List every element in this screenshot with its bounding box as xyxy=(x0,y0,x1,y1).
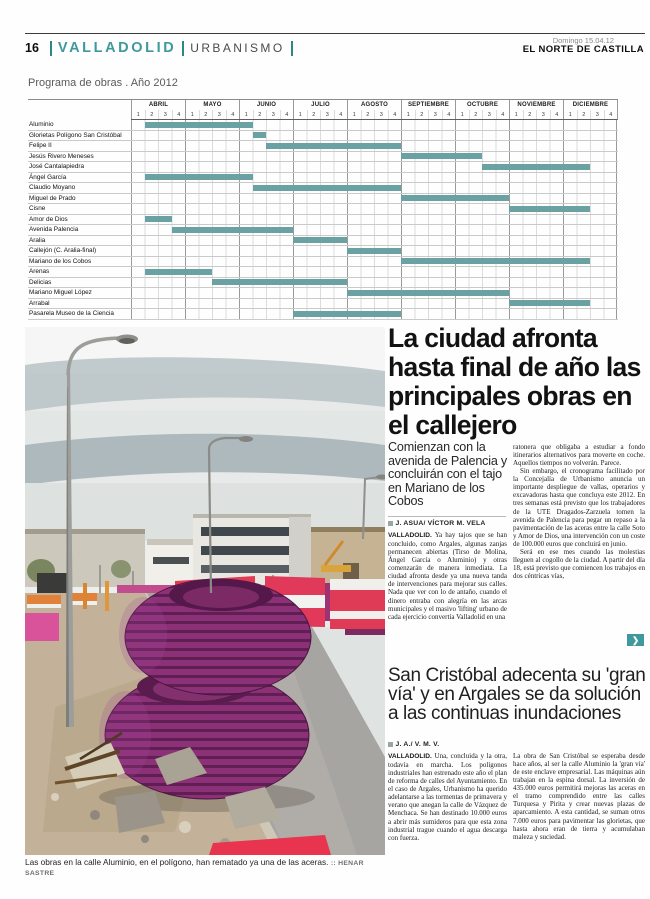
gantt-week-label: 1 xyxy=(401,110,415,119)
article1-byline-text: J. ASUA/ VÍCTOR M. VELA xyxy=(395,520,486,527)
gantt-row-timeline xyxy=(131,120,617,130)
article2-dateline: VALLADOLID. xyxy=(388,753,432,760)
gantt-week-label: 2 xyxy=(253,110,267,119)
article1-col2-p1: ratonera que obligaba a estudiar a fondo itinerarios alternativos para moverte en coche. Aquellos tiempos no volverán. Parece. xyxy=(513,443,645,468)
gantt-row-timeline xyxy=(131,299,617,309)
gantt-row xyxy=(28,299,618,310)
gantt-bar xyxy=(293,311,401,317)
gantt-week-label: 4 xyxy=(172,110,186,119)
gantt-month-label: SEPTIEMBRE xyxy=(401,100,455,110)
gantt-month-label: NOVIEMBRE xyxy=(509,100,563,110)
gantt-row xyxy=(28,309,618,320)
gantt-week-label: 2 xyxy=(307,110,321,119)
masthead xyxy=(25,39,299,57)
gantt-row-label: Claudio Moyano xyxy=(29,184,76,191)
gantt-week-label: 2 xyxy=(523,110,537,119)
gantt-bar xyxy=(145,216,172,222)
gantt-row-label: Aluminio xyxy=(29,121,54,128)
gantt-row-timeline xyxy=(131,257,617,267)
article1-subhead: Comienzan con la avenida de Palencia y concluirán con el tajo en Mariano de los Cobos xyxy=(388,440,508,509)
gantt-row-label: Jesús Rivero Meneses xyxy=(29,152,94,160)
gantt-row xyxy=(28,131,618,142)
photo-caption-text: Las obras en la calle Aluminio, en el polígono, han rematado ya una de las aceras. xyxy=(25,857,329,867)
gantt-row-label: José Cantalapiedra xyxy=(29,163,85,170)
gantt-row-label: Mariano de los Cobos xyxy=(29,257,92,265)
gantt-row-label: Miguel de Prado xyxy=(29,194,76,202)
gantt-row xyxy=(28,173,618,184)
article2-headline: San Cristóbal adecenta su 'gran vía' y en Argales se da solución a las continuas inundaciones xyxy=(388,665,646,724)
gantt-week-label: 3 xyxy=(158,110,172,119)
gantt-month-label: JUNIO xyxy=(239,100,293,110)
gantt-row xyxy=(28,141,618,152)
gantt-week-label: 4 xyxy=(550,110,564,119)
continuation-arrow-icon: ❯ xyxy=(627,634,644,646)
article2-column2 xyxy=(513,752,645,877)
works-gantt-chart xyxy=(28,99,618,320)
gantt-week-label: 3 xyxy=(320,110,334,119)
page-number: 16 xyxy=(25,41,39,55)
gantt-week-label: 4 xyxy=(334,110,348,119)
newspaper-name: EL NORTE DE CASTILLA xyxy=(522,44,644,55)
gantt-week-label: 3 xyxy=(266,110,280,119)
gantt-week-label: 3 xyxy=(374,110,388,119)
article1-headline: La ciudad afronta hasta final de año las principales obras en el callejero xyxy=(388,323,641,440)
gantt-week-label: 4 xyxy=(388,110,402,119)
gantt-row-label: Mariano Miguel López xyxy=(29,289,92,296)
gantt-row-label: Delicias xyxy=(29,278,52,286)
gantt-row xyxy=(28,194,618,205)
gantt-week-label: 3 xyxy=(482,110,496,119)
masthead-divider xyxy=(291,41,293,56)
gantt-bar xyxy=(347,290,509,296)
gantt-week-label: 2 xyxy=(361,110,375,119)
gantt-row-label: Pasarela Museo de la Ciencia xyxy=(29,310,114,317)
gantt-bar xyxy=(253,185,402,191)
masthead-divider xyxy=(50,41,52,56)
gantt-bar xyxy=(253,132,267,138)
gantt-row-timeline xyxy=(131,173,617,183)
gantt-week-label: 4 xyxy=(442,110,456,119)
gantt-row-timeline xyxy=(131,225,617,235)
section-title: VALLADOLID xyxy=(57,40,177,56)
gantt-row-label: Avenida Palencia xyxy=(29,226,79,233)
gantt-row xyxy=(28,183,618,194)
gantt-bar xyxy=(145,174,253,180)
byline-rule xyxy=(388,516,506,517)
masthead-right xyxy=(523,36,644,54)
article1-dateline: VALLADOLID. xyxy=(388,532,432,539)
gantt-row-timeline xyxy=(131,162,617,172)
gantt-bar xyxy=(482,164,590,170)
gantt-week-label: 3 xyxy=(536,110,550,119)
article2-col1-text: Una, concluida y la otra, todavía en marcha. Los polígonos industriales han estrenado este año el plan de reforma de calles del Ayuntamiento. En el caso de Argales, Urbanismo ha querido adelantarse a las tormentas de primavera y verano que anegan la calle de Vázquez de Menchaca. Se han destinado 10.000 euros a abrir más sumideros para que esta zona industrial trague cuando el agua descarga con fuerza. xyxy=(388,752,507,842)
gantt-row-timeline xyxy=(131,183,617,193)
gantt-week-label: 1 xyxy=(131,110,145,119)
gantt-bar xyxy=(293,237,347,243)
photo-illustration xyxy=(25,327,385,855)
gantt-row-label: Arrabal xyxy=(29,299,50,307)
chart-title: Programa de obras . Año 2012 xyxy=(28,77,178,89)
gantt-row xyxy=(28,120,618,131)
gantt-bar xyxy=(509,300,590,306)
photo-caption xyxy=(25,857,387,877)
gantt-month-label: OCTUBRE xyxy=(455,100,509,110)
byline-square-icon xyxy=(388,521,393,526)
gantt-week-label: 4 xyxy=(496,110,510,119)
gantt-week-label: 4 xyxy=(226,110,240,119)
gantt-bar xyxy=(266,143,401,149)
gantt-row-label: Aralia xyxy=(29,236,46,244)
gantt-week-label: 3 xyxy=(428,110,442,119)
gantt-bar xyxy=(145,269,213,275)
street-works-photo xyxy=(25,327,385,855)
edition-date: Domingo 15.04.12 xyxy=(552,36,614,45)
gantt-month-label: DICIEMBRE xyxy=(563,100,617,110)
gantt-row-timeline xyxy=(131,194,617,204)
photo-credit: :: HENAR SASTRE xyxy=(25,860,364,877)
gantt-month-label: MAYO xyxy=(185,100,239,110)
gantt-week-label: 1 xyxy=(509,110,523,119)
gantt-row-label: Felipe II xyxy=(29,142,52,149)
gantt-row-label: Cisne xyxy=(29,205,46,212)
gantt-week-label: 1 xyxy=(293,110,307,119)
gantt-bar xyxy=(347,248,401,254)
gantt-bar xyxy=(401,195,509,201)
masthead-divider xyxy=(182,41,184,56)
gantt-row-timeline xyxy=(131,215,617,225)
gantt-bar xyxy=(401,153,482,159)
gantt-rows xyxy=(28,120,618,320)
gantt-month-label: JULIO xyxy=(293,100,347,110)
gantt-row xyxy=(28,257,618,268)
gantt-row xyxy=(28,278,618,289)
gantt-row-label: Callejón (C. Aralia-final) xyxy=(29,247,97,254)
gantt-row-timeline xyxy=(131,131,617,141)
gantt-week-header xyxy=(131,110,618,120)
gantt-week-label: 4 xyxy=(604,110,618,119)
gantt-month-label: ABRIL xyxy=(131,100,185,110)
gantt-row xyxy=(28,246,618,257)
gantt-month-header xyxy=(131,100,618,110)
gantt-row xyxy=(28,204,618,215)
gantt-week-label: 2 xyxy=(415,110,429,119)
article2-byline-text: J. A./ V. M. V. xyxy=(395,741,440,748)
gantt-bar xyxy=(401,258,590,264)
article1-col1-text: Ya hay tajos que se han concluido, como Argales, algunas zanjas permanecen abiertas (Tirso de Molina, Ángel García o Aluminio) y otras comenzarán de manera inmediata. La ciudad afronta desde ya una nueva tanda de intervenciones para mejorar sus calles. Nada que ver con lo de antaño, cuando el dinero entraba con alegría en las arcas municipales y el masivo 'lifting' urbano de cada ejercicio convertía Valladolid en una xyxy=(388,531,507,621)
gantt-bar xyxy=(212,279,347,285)
article1-column1 xyxy=(388,531,507,648)
gantt-row xyxy=(28,162,618,173)
gantt-row-label: Arenas xyxy=(29,268,50,275)
gantt-row-timeline xyxy=(131,267,617,277)
gantt-row-label: Glorietas Polígono San Cristóbal xyxy=(29,131,122,139)
gantt-week-label: 2 xyxy=(577,110,591,119)
gantt-bar xyxy=(145,122,253,128)
gantt-week-label: 1 xyxy=(239,110,253,119)
gantt-row-timeline xyxy=(131,141,617,151)
masthead-rule xyxy=(25,33,645,34)
subsection-title: URBANISMO xyxy=(190,41,285,55)
gantt-row-timeline xyxy=(131,246,617,256)
gantt-month-label: AGOSTO xyxy=(347,100,401,110)
gantt-week-label: 3 xyxy=(590,110,604,119)
article2-col2-text: La obra de San Cristóbal se esperaba desde hace años, al ser la calle Aluminio la 'gran vía' de este enclave empresarial. Las máquinas aún trabajan en la espina dorsal. La inversión de 435.000 euros permitirá mejoras las aceras en el tramo comprendido entre las calles Turquesa y Pirita y crear nuevas plazas de aparcamiento. A esta cantidad, se suman otros 7.000 euros para pavimentar las glorietas, que hasta ahora eran de tierra y acumulaban maleza y suciedad. xyxy=(513,752,645,841)
gantt-week-label: 1 xyxy=(563,110,577,119)
gantt-row-label: Amor de Dios xyxy=(29,215,68,223)
gantt-row xyxy=(28,236,618,247)
gantt-week-label: 2 xyxy=(199,110,213,119)
article1-col2-p2: Sin embargo, el cronograma facilitado por la Concejalía de Urbanismo anuncia un importante despliegue de vallas, operarios y excavadoras hasta que concluya este 2012. En tres semanas está previsto que los trabajadores de la UTE Dragados-Zarzuela tomen la avenida de Palencia para pegar un repaso a la pavimentación de las aceras entre la calle Soto y Amor de Dios, una intervención con un coste de 100.000 euros que concluirá en junio. xyxy=(513,467,645,548)
gantt-week-label: 4 xyxy=(280,110,294,119)
gantt-bar xyxy=(172,227,294,233)
article1-col2-p3: Será en ese mes cuando las molestias lleguen al cogollo de la ciudad. A partir del día 18, está previsto que comiencen los trabajos en dos céntricas vías, xyxy=(513,547,645,580)
article1-byline xyxy=(388,520,485,527)
gantt-week-label: 3 xyxy=(212,110,226,119)
gantt-row-timeline xyxy=(131,309,617,319)
gantt-row-timeline xyxy=(131,236,617,246)
gantt-week-label: 2 xyxy=(469,110,483,119)
gantt-row-label: Ángel García xyxy=(29,173,67,181)
article1-column2 xyxy=(513,443,645,649)
gantt-row-timeline xyxy=(131,278,617,288)
gantt-row-timeline xyxy=(131,204,617,214)
gantt-bar xyxy=(509,206,590,212)
gantt-row xyxy=(28,225,618,236)
gantt-row xyxy=(28,288,618,299)
gantt-week-label: 2 xyxy=(145,110,159,119)
gantt-row xyxy=(28,152,618,163)
gantt-week-label: 1 xyxy=(455,110,469,119)
gantt-row-timeline xyxy=(131,152,617,162)
gantt-week-label: 1 xyxy=(185,110,199,119)
gantt-row xyxy=(28,267,618,278)
gantt-row xyxy=(28,215,618,226)
article2-byline xyxy=(388,741,439,748)
gantt-row-timeline xyxy=(131,288,617,298)
gantt-week-label: 1 xyxy=(347,110,361,119)
byline-square-icon xyxy=(388,742,393,747)
article2-column1 xyxy=(388,752,507,877)
